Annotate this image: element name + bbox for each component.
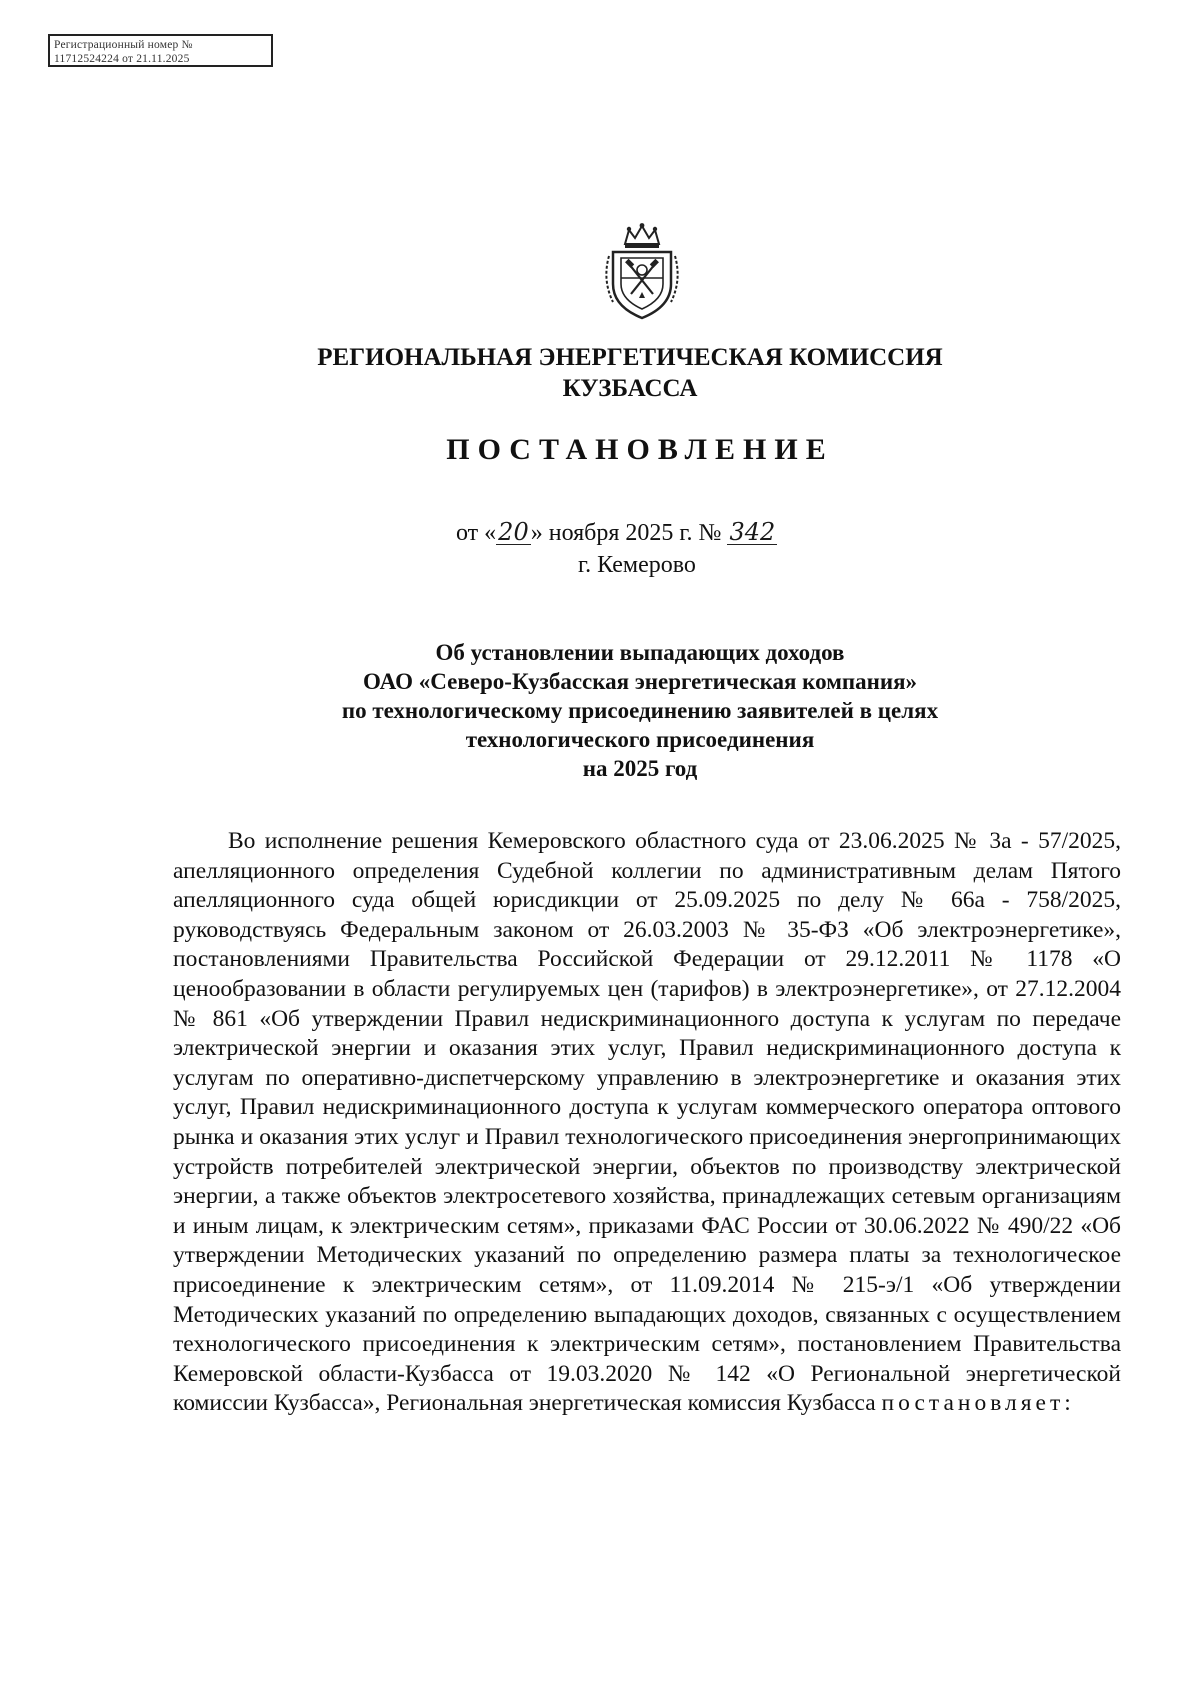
registration-stamp (48, 34, 273, 67)
body-paragraph (173, 827, 1121, 1419)
body-closing-word: постановляет: (881, 1390, 1075, 1417)
kuzbass-coat-of-arms-icon (603, 222, 681, 320)
handwritten-day: 20 (498, 518, 529, 546)
date-prefix: от « (456, 520, 497, 546)
subject-line-5: на 2025 год (582, 756, 698, 781)
organization-title (180, 342, 1080, 404)
document-type-heading: ПОСТАНОВЛЕНИЕ (446, 433, 834, 466)
subject-line-4: технологического присоединения (465, 727, 815, 752)
document-subject (240, 638, 1040, 783)
subject-line-1: Об установлении выпадающих доходов (435, 640, 845, 665)
registration-stamp-line-1: Регистрационный номер № (54, 39, 193, 51)
subject-line-2: ОАО «Северо-Кузбасская энергетическая компания» (362, 669, 918, 694)
document-date-line (456, 518, 956, 548)
handwritten-number: 342 (729, 518, 776, 546)
date-middle: » ноября 2025 г. № (530, 520, 728, 546)
registration-stamp-line-2: 11712524224 от 21.11.2025 (54, 53, 190, 65)
organization-title-line-2: КУЗБАССА (562, 375, 698, 402)
body-paragraph-text: Во исполнение решения Кемеровского областного суда от 23.06.2025 № 3а - 57/2025, апелляционного определения Судебной коллегии по административным делам Пятого апелляционного суда общей юрисдикции от 25.09.2025 по делу № 66а - 758/2025, руководствуясь Федеральным законом от 26.03.2003 № 35-ФЗ «Об электроэнергетике», постановлениями Правительства Российской Федерации от 29.12.2011 № 1178 «О ценообразовании в области регулируемых цен (тарифов) в электроэнергетике», от 27.12.2004 № 861 «Об утверждении Правил недискриминационного доступа к услугам по передаче электрической энергии и оказания этих услуг, Правил недискриминационного доступа к услугам по оперативно-диспетчерскому управлению в электроэнергетике и оказания этих услуг, Правил недискриминационного доступа к услугам коммерческого оператора оптового рынка и оказания этих услуг и Правил технологического присоединения энергопринимающих устройств потребителей электрической энергии, объектов по производству электрической энергии, а также объектов электросетевого хозяйства, принадлежащих сетевым организациям и иным лицам, к электрическим сетям», приказами ФАС России от 30.06.2022 № 490/22 «Об утверждении Методических указаний по определению размера платы за технологическое присоединение к электрическим сетям», от 11.09.2014 № 215-э/1 «Об утверждении Методических указаний по определению выпадающих доходов, связанных с осуществлением технологического присоединения к электрическим сетям», постановлением Правительства Кемеровской области-Кузбасса от 19.03.2020 № 142 «О Региональной энергетической комиссии Кузбасса», Региональная энергетическая комиссия Кузбасса (173, 828, 1121, 1417)
organization-title-line-1: РЕГИОНАЛЬНАЯ ЭНЕРГЕТИЧЕСКАЯ КОМИССИЯ (317, 344, 943, 371)
document-city: г. Кемерово (578, 552, 696, 578)
subject-line-3: по технологическому присоединению заявителей в целях (341, 698, 939, 723)
